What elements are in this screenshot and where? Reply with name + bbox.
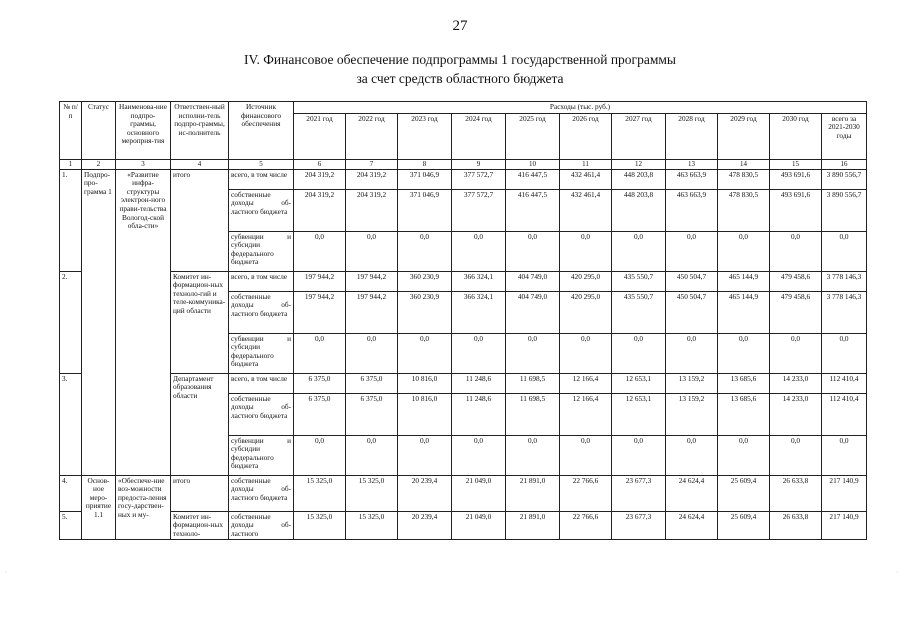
value-year: 204 319,2 (346, 189, 398, 231)
value-year: 25 609,4 (718, 511, 770, 540)
scan-mark-right: · (896, 570, 898, 576)
value-year: 479 458,6 (770, 291, 822, 333)
index-cell: 2 (82, 159, 116, 169)
value-year: 15 325,0 (294, 511, 346, 540)
row-responsible: Департамент образования области (171, 373, 229, 475)
value-year: 435 550,7 (612, 291, 666, 333)
value-year: 0,0 (506, 231, 560, 271)
value-year: 416 447,5 (506, 169, 560, 189)
value-year: 12 653,1 (612, 373, 666, 393)
value-year: 15 325,0 (346, 511, 398, 540)
row-source: всего, в том числе (229, 373, 294, 393)
value-year: 0,0 (718, 231, 770, 271)
value-year: 21 049,0 (452, 511, 506, 540)
index-cell: 6 (294, 159, 346, 169)
header-year: 2024 год (452, 113, 506, 159)
budget-table (59, 101, 867, 540)
value-year: 432 461,4 (560, 189, 612, 231)
value-year: 450 504,7 (666, 271, 718, 291)
value-year: 15 325,0 (294, 475, 346, 511)
row-number: 4. (60, 475, 82, 511)
value-year: 450 504,7 (666, 291, 718, 333)
value-total: 0,0 (822, 231, 867, 271)
value-year: 0,0 (398, 231, 452, 271)
value-year: 463 663,9 (666, 189, 718, 231)
value-year: 12 166,4 (560, 373, 612, 393)
value-year: 14 233,0 (770, 393, 822, 435)
value-year: 366 324,1 (452, 291, 506, 333)
value-year: 12 653,1 (612, 393, 666, 435)
title-line-2: за счет средств областного бюджета (356, 71, 564, 86)
value-year: 0,0 (398, 333, 452, 373)
row-responsible: итого (171, 475, 229, 511)
row-source: всего, в том числе (229, 271, 294, 291)
row-name: «Обеспече-ние воз-можности предоста-ления госу-дарствен-ных и му- (116, 475, 171, 540)
value-year: 448 203,8 (612, 189, 666, 231)
row-source: субвенции и субсидии федерального бюджета (229, 435, 294, 475)
row-source: субвенции и субсидии федерального бюджета (229, 333, 294, 373)
value-year: 26 633,8 (770, 475, 822, 511)
value-year: 0,0 (718, 435, 770, 475)
table-row (60, 169, 867, 189)
value-year: 420 295,0 (560, 271, 612, 291)
page-title (200, 50, 720, 88)
value-year: 0,0 (666, 435, 718, 475)
row-responsible: Комитет ин-формацион-ных техноло-гий и теле-коммуника-ций области (171, 271, 229, 373)
row-number: 1. (60, 169, 82, 271)
row-source: субвенции и субсидии федерального бюджета (229, 231, 294, 271)
value-year: 0,0 (612, 333, 666, 373)
value-year: 0,0 (560, 231, 612, 271)
value-year: 204 319,2 (294, 169, 346, 189)
header-year: 2030 год (770, 113, 822, 159)
header-num: № п/п (60, 102, 82, 160)
table-row (60, 271, 867, 291)
row-number: 3. (60, 373, 82, 475)
index-cell: 5 (229, 159, 294, 169)
header-expenses: Расходы (тыс. руб.) (294, 102, 867, 114)
value-year: 0,0 (506, 333, 560, 373)
header-year: 2021 год (294, 113, 346, 159)
row-status: Подпро-про-грамма 1 (82, 169, 116, 475)
value-year: 13 159,2 (666, 373, 718, 393)
value-year: 20 239,4 (398, 475, 452, 511)
value-year: 21 891,0 (506, 475, 560, 511)
header-year: 2027 год (612, 113, 666, 159)
value-year: 23 677,3 (612, 475, 666, 511)
page-number: 27 (452, 18, 468, 34)
value-year: 0,0 (770, 435, 822, 475)
value-year: 360 230,9 (398, 291, 452, 333)
value-year: 0,0 (452, 231, 506, 271)
value-year: 0,0 (612, 231, 666, 271)
value-year: 465 144,9 (718, 271, 770, 291)
header-responsible: Ответствен-ный исполни-тель подпро-граммы, ис-полнитель (171, 102, 229, 160)
value-total: 3 778 146,3 (822, 271, 867, 291)
value-total: 217 140,9 (822, 511, 867, 540)
value-year: 197 944,2 (294, 271, 346, 291)
value-year: 0,0 (346, 231, 398, 271)
value-year: 24 624,4 (666, 511, 718, 540)
value-year: 21 891,0 (506, 511, 560, 540)
value-year: 0,0 (560, 333, 612, 373)
value-year: 10 816,0 (398, 393, 452, 435)
value-year: 432 461,4 (560, 169, 612, 189)
value-total: 3 890 556,7 (822, 189, 867, 231)
value-year: 360 230,9 (398, 271, 452, 291)
value-year: 404 749,0 (506, 291, 560, 333)
value-year: 463 663,9 (666, 169, 718, 189)
value-year: 0,0 (718, 333, 770, 373)
index-cell: 8 (398, 159, 452, 169)
header-year: 2028 год (666, 113, 718, 159)
table-row (60, 511, 867, 540)
value-year: 11 698,5 (506, 393, 560, 435)
value-total: 112 410,4 (822, 373, 867, 393)
value-year: 366 324,1 (452, 271, 506, 291)
value-year: 448 203,8 (612, 169, 666, 189)
index-cell: 7 (346, 159, 398, 169)
value-year: 0,0 (294, 231, 346, 271)
row-source: собственные доходы об-ластного бюджета (229, 189, 294, 231)
value-year: 23 677,3 (612, 511, 666, 540)
value-year: 0,0 (346, 435, 398, 475)
header-year: 2025 год (506, 113, 560, 159)
table-row (60, 373, 867, 393)
value-year: 13 685,6 (718, 393, 770, 435)
value-year: 416 447,5 (506, 189, 560, 231)
value-year: 377 572,7 (452, 169, 506, 189)
value-year: 197 944,2 (346, 291, 398, 333)
value-year: 197 944,2 (294, 291, 346, 333)
value-year: 11 248,6 (452, 393, 506, 435)
value-year: 6 375,0 (294, 373, 346, 393)
index-cell: 1 (60, 159, 82, 169)
value-year: 20 239,4 (398, 511, 452, 540)
header-year: 2029 год (718, 113, 770, 159)
value-year: 0,0 (666, 231, 718, 271)
header-status: Статус (82, 102, 116, 160)
value-year: 10 816,0 (398, 373, 452, 393)
value-year: 22 766,6 (560, 511, 612, 540)
table-body (60, 169, 867, 540)
row-source: собственные доходы об-ластного бюджета (229, 291, 294, 333)
value-year: 0,0 (452, 435, 506, 475)
value-year: 15 325,0 (346, 475, 398, 511)
value-year: 6 375,0 (346, 373, 398, 393)
row-number: 5. (60, 511, 82, 540)
value-year: 0,0 (770, 231, 822, 271)
value-year: 0,0 (506, 435, 560, 475)
value-total: 3 778 146,3 (822, 291, 867, 333)
row-source: всего, в том числе (229, 169, 294, 189)
value-year: 6 375,0 (346, 393, 398, 435)
value-year: 24 624,4 (666, 475, 718, 511)
index-cell: 13 (666, 159, 718, 169)
value-year: 0,0 (398, 435, 452, 475)
row-status: Основ-ное меро-приятие 1.1 (82, 475, 116, 540)
index-cell: 11 (560, 159, 612, 169)
header-total: всего за 2021-2030 годы (822, 113, 867, 159)
header-source: Источник финансового обеспечения (229, 102, 294, 160)
row-source: собственные доходы об-ластного бюджета (229, 475, 294, 511)
value-year: 0,0 (612, 435, 666, 475)
value-year: 6 375,0 (294, 393, 346, 435)
value-year: 13 685,6 (718, 373, 770, 393)
index-cell: 14 (718, 159, 770, 169)
value-year: 377 572,7 (452, 189, 506, 231)
value-year: 0,0 (770, 333, 822, 373)
index-row (60, 159, 867, 169)
value-year: 479 458,6 (770, 271, 822, 291)
index-cell: 12 (612, 159, 666, 169)
index-cell: 16 (822, 159, 867, 169)
value-total: 3 890 556,7 (822, 169, 867, 189)
value-year: 12 166,4 (560, 393, 612, 435)
value-year: 420 295,0 (560, 291, 612, 333)
value-year: 14 233,0 (770, 373, 822, 393)
title-line-1: IV. Финансовое обеспечение подпрограммы 1 государственной программы (244, 52, 676, 67)
value-year: 0,0 (294, 333, 346, 373)
value-year: 204 319,2 (294, 189, 346, 231)
header-year: 2026 год (560, 113, 612, 159)
index-cell: 15 (770, 159, 822, 169)
table-row (60, 475, 867, 511)
scan-mark-left: · (5, 570, 7, 576)
value-year: 11 248,6 (452, 373, 506, 393)
value-total: 217 140,9 (822, 475, 867, 511)
row-source: собственные доходы об-ластного (229, 511, 294, 540)
value-year: 0,0 (560, 435, 612, 475)
value-year: 11 698,5 (506, 373, 560, 393)
value-year: 13 159,2 (666, 393, 718, 435)
value-total: 112 410,4 (822, 393, 867, 435)
value-year: 0,0 (294, 435, 346, 475)
value-year: 435 550,7 (612, 271, 666, 291)
value-year: 22 766,6 (560, 475, 612, 511)
row-number: 2. (60, 271, 82, 373)
value-year: 0,0 (452, 333, 506, 373)
header-year: 2023 год (398, 113, 452, 159)
row-source: собственные доходы об-ластного бюджета (229, 393, 294, 435)
header-name: Наименова-ние подпро-граммы, основного меропрня-тия (116, 102, 171, 160)
value-year: 25 609,4 (718, 475, 770, 511)
value-year: 0,0 (346, 333, 398, 373)
value-year: 204 319,2 (346, 169, 398, 189)
index-cell: 9 (452, 159, 506, 169)
value-year: 493 691,6 (770, 189, 822, 231)
value-total: 0,0 (822, 333, 867, 373)
row-name: «Развитие инфра-структуры электрон-ного прави-тельства Вологод-ской обла-сти» (116, 169, 171, 475)
value-year: 478 830,5 (718, 169, 770, 189)
value-year: 197 944,2 (346, 271, 398, 291)
row-responsible: Комитет ин-формацион-ных техноло- (171, 511, 229, 540)
value-year: 404 749,0 (506, 271, 560, 291)
index-cell: 4 (171, 159, 229, 169)
value-year: 493 691,6 (770, 169, 822, 189)
index-cell: 3 (116, 159, 171, 169)
row-responsible: итого (171, 169, 229, 271)
value-year: 26 633,8 (770, 511, 822, 540)
value-total: 0,0 (822, 435, 867, 475)
index-cell: 10 (506, 159, 560, 169)
header-year: 2022 год (346, 113, 398, 159)
value-year: 0,0 (666, 333, 718, 373)
value-year: 465 144,9 (718, 291, 770, 333)
value-year: 478 830,5 (718, 189, 770, 231)
value-year: 371 046,9 (398, 189, 452, 231)
header-row-1 (60, 102, 867, 114)
value-year: 371 046,9 (398, 169, 452, 189)
value-year: 21 049,0 (452, 475, 506, 511)
